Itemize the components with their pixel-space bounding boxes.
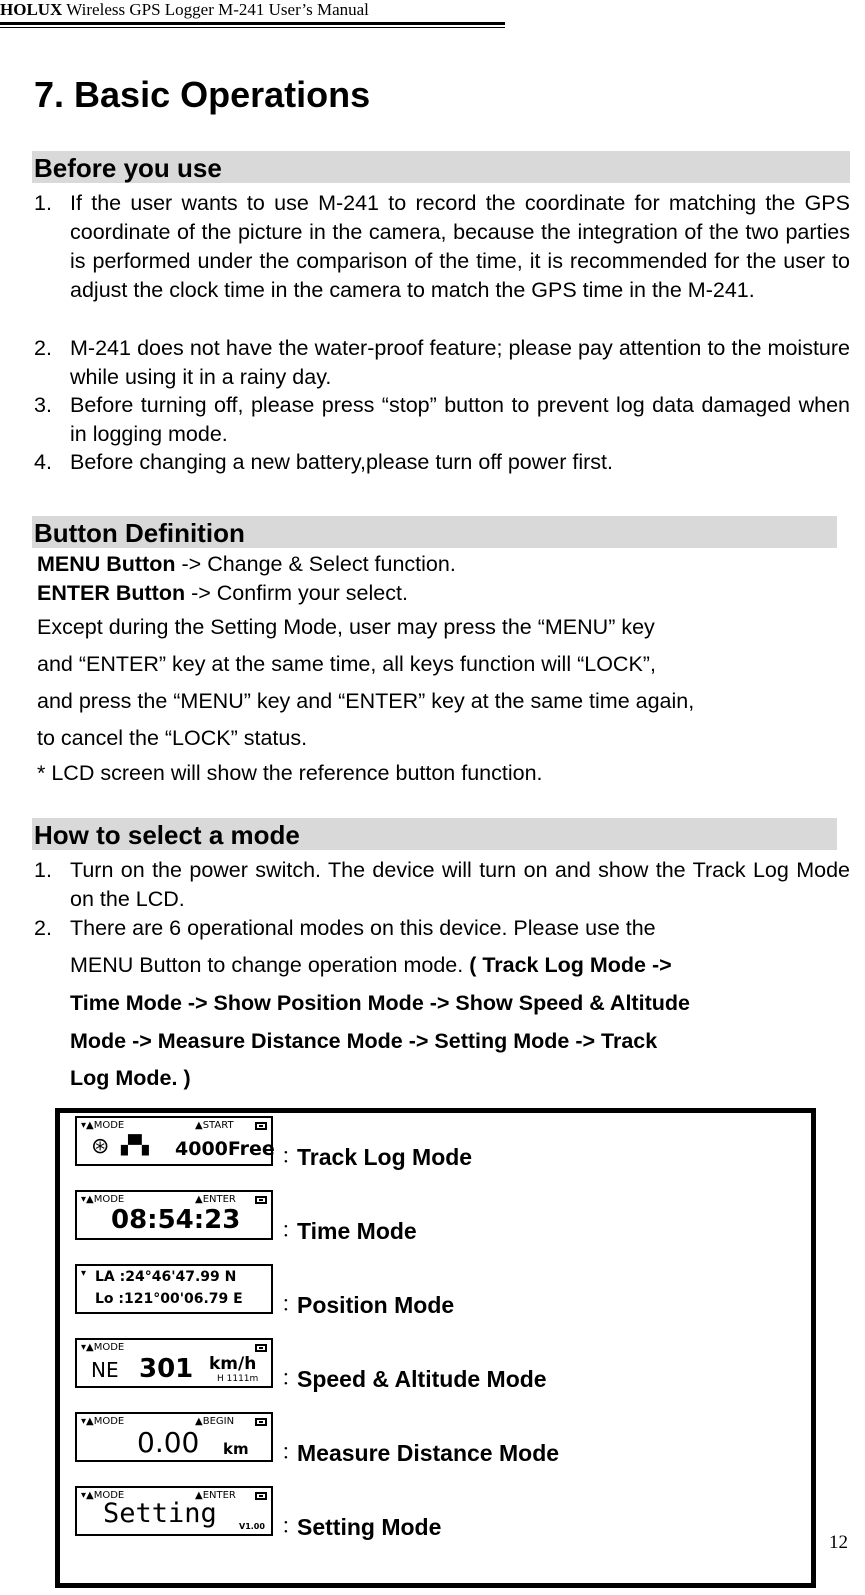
header-rule — [0, 22, 505, 25]
lcd-note: * LCD screen will show the reference button function. — [37, 761, 543, 785]
battery-icon — [255, 1418, 267, 1426]
page-number: 12 — [829, 1532, 848, 1553]
bell-icon: ▲ — [86, 1416, 94, 1427]
bell-icon: ▲ — [86, 1120, 94, 1131]
lcd-speed-altitude: ▾▲MODE NE 301 km/h H 1111m — [75, 1338, 273, 1388]
lock-line-3: and press the “MENU” key and “ENTER” key at the same time again, — [37, 689, 695, 713]
mode-label-setting: Setting Mode — [297, 1514, 442, 1540]
signal-icon: ▾ — [81, 1194, 87, 1205]
manual-title: Wireless GPS Logger M-241 User’s Manual — [66, 0, 369, 19]
battery-icon — [255, 1196, 267, 1204]
signal-icon: ▾ — [81, 1268, 87, 1279]
satellite-icon: ▞▚ — [121, 1135, 149, 1156]
lock-line-2: and “ENTER” key at the same time, all keys function will “LOCK”, — [37, 652, 656, 676]
lcd-position: ▾ LA :24°46'47.99 N Lo :121°00'06.79 E — [75, 1264, 273, 1314]
mode-label-speed-altitude: Speed & Altitude Mode — [297, 1366, 547, 1392]
chapter-title: 7. Basic Operations — [34, 74, 371, 115]
brand-name: HOLUX — [0, 0, 63, 19]
signal-icon: ▾ — [81, 1120, 87, 1131]
menu-button-label: MENU Button — [37, 552, 176, 576]
select-item-2-line5: Log Mode. ) — [70, 1066, 191, 1090]
section-heading-buttons: Button Definition — [32, 516, 837, 548]
battery-icon — [255, 1344, 267, 1352]
modes-figure: ▾▲MODE ▲START ⊛ ▞▚ 4000Free ： Track Log Mode ▾▲MODE ▲ENTER 08:54:23 ： Time Mode ▾ LA :24°46'47.99 N Lo :121°00'06.79 E ： Position Mode ▾▲MODE NE 301 km/h H 1111m ： Speed & Altitude Mode ▾▲MODE ▲BEGIN 0.00 km ： Measure Distance Mode ▾▲MODE ▲ENTER Setting V1.00 ： Setting Mode — [55, 1108, 816, 1588]
select-item-2-line4: Mode -> Measure Distance Mode -> Setting Mode -> Track — [70, 1029, 658, 1053]
lock-line-4: to cancel the “LOCK” status. — [37, 726, 308, 750]
section-heading-select: How to select a mode — [32, 818, 837, 850]
bluetooth-icon: ⊛ — [91, 1134, 110, 1159]
lcd-track-log: ▾▲MODE ▲START ⊛ ▞▚ 4000Free — [75, 1116, 273, 1166]
signal-icon: ▾ — [81, 1342, 87, 1353]
bell-icon: ▲ — [195, 1120, 203, 1131]
mode-label-measure-distance: Measure Distance Mode — [297, 1440, 560, 1466]
mode-label-time: Time Mode — [297, 1218, 417, 1244]
select-item-2-line3: Time Mode -> Show Position Mode -> Show Speed & Altitude — [70, 991, 690, 1015]
lcd-setting: ▾▲MODE ▲ENTER Setting V1.00 — [75, 1486, 273, 1536]
lcd-measure-distance: ▾▲MODE ▲BEGIN 0.00 km — [75, 1412, 273, 1462]
lock-line-1: Except during the Setting Mode, user may press the “MENU” key — [37, 615, 655, 639]
bell-icon: ▲ — [195, 1194, 203, 1205]
menu-button-definition: MENU Button -> Change & Select function. — [37, 552, 456, 576]
bell-icon: ▲ — [195, 1416, 203, 1427]
battery-icon — [255, 1122, 267, 1130]
header-rule-thin — [0, 27, 505, 28]
signal-icon: ▾ — [81, 1416, 87, 1427]
mode-label-position: Position Mode — [297, 1292, 455, 1318]
bell-icon: ▲ — [86, 1342, 94, 1353]
mode-label-track-log: Track Log Mode — [297, 1144, 473, 1170]
enter-button-definition: ENTER Button -> Confirm your select. — [37, 581, 408, 605]
lcd-time: ▾▲MODE ▲ENTER 08:54:23 — [75, 1190, 273, 1240]
signal-icon: ▾ — [81, 1490, 87, 1501]
battery-icon — [255, 1492, 267, 1500]
bell-icon: ▲ — [195, 1490, 203, 1501]
select-item-2-line2: MENU Button to change operation mode. ( Track Log Mode -> — [70, 953, 672, 977]
bell-icon: ▲ — [86, 1194, 94, 1205]
enter-button-label: ENTER Button — [37, 581, 186, 605]
section-heading-before: Before you use — [32, 151, 850, 183]
bell-icon: ▲ — [86, 1490, 94, 1501]
running-header — [0, 0, 369, 19]
